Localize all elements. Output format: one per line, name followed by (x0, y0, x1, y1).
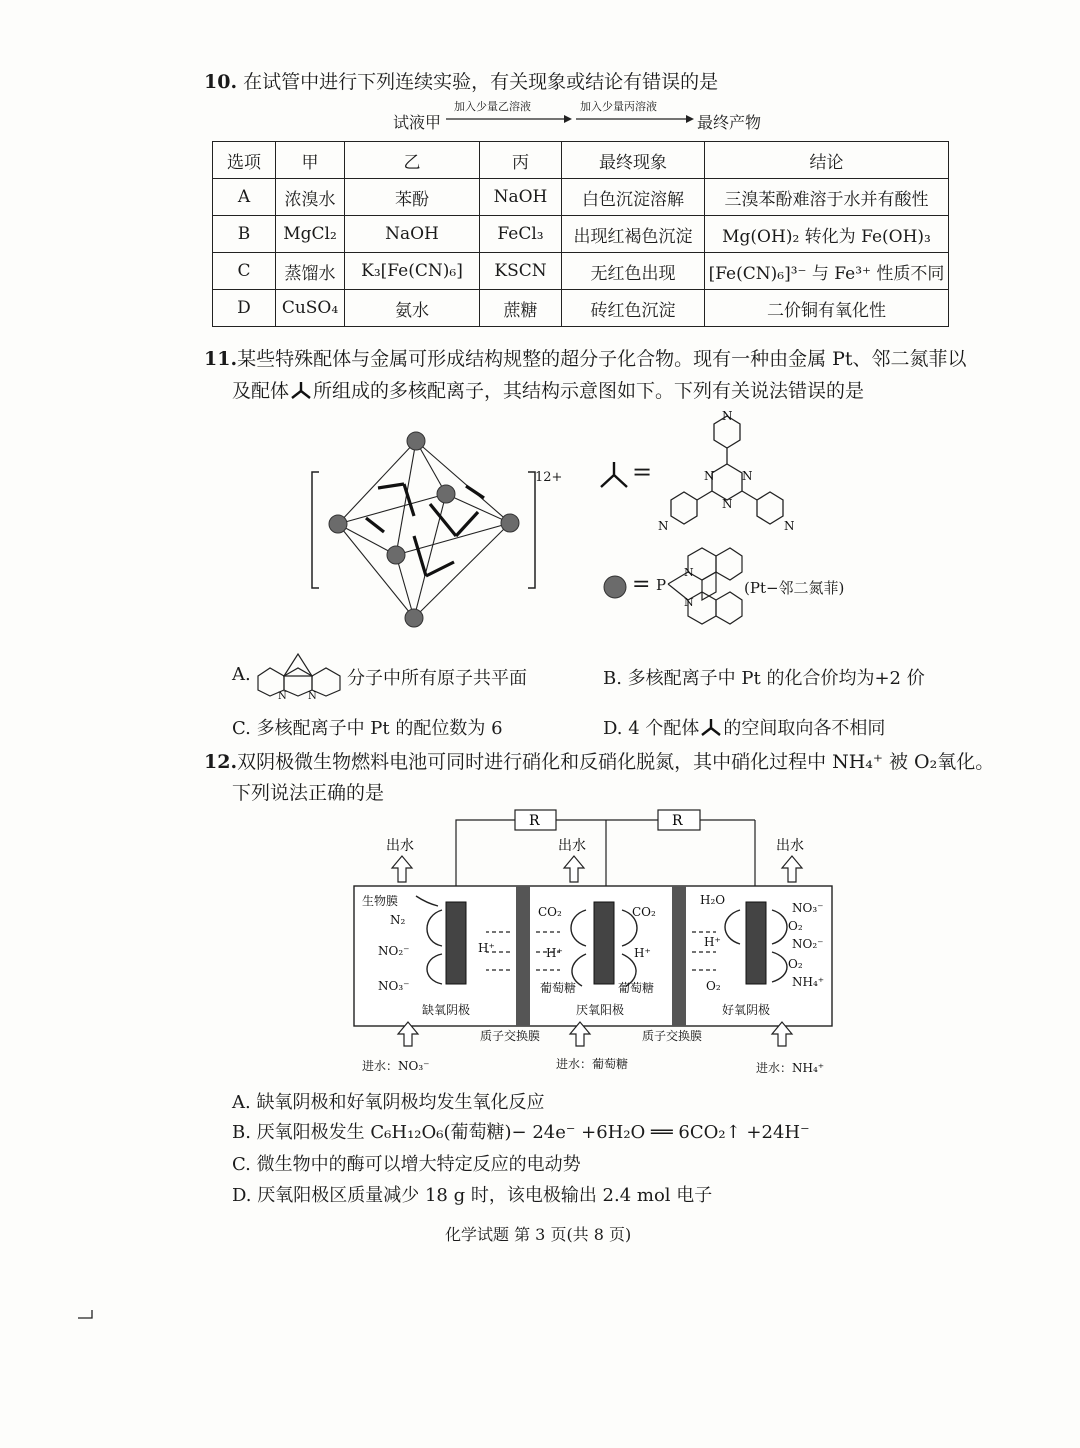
svg-text:N: N (742, 469, 753, 483)
table-cell: 苯酚 (345, 179, 480, 216)
table-cell: 砖红色沉淀 (562, 290, 705, 327)
table-header-row (213, 142, 949, 179)
table-header-cell: 结论 (705, 142, 949, 179)
q11-choice-b: B. 多核配离子中 Pt 的化合价均为+2 价 (603, 668, 925, 689)
svg-text:N: N (784, 519, 795, 533)
inlet-mid-label: 进水：葡萄糖 (556, 1057, 629, 1071)
table-cell: 二价铜有氧化性 (705, 290, 949, 327)
q11-choice-c: C. 多核配离子中 Pt 的配位数为 6 (232, 718, 503, 739)
glucose-right-label: 葡萄糖 (618, 981, 655, 995)
cathode-left-electrode (446, 902, 466, 984)
table-header-cell: 甲 (276, 142, 345, 179)
fuel-cell-diagram (350, 806, 840, 1082)
q12-choice-a: A. 缺氧阴极和好氧阴极均发生氧化反应 (232, 1092, 545, 1113)
table-cell: CuSO₄ (276, 290, 345, 327)
membrane-right-label: 质子交换膜 (642, 1029, 703, 1043)
q12-choice-d: D. 厌氧阳极区质量减少 18 g 时，该电极输出 2.4 mol 电子 (232, 1185, 713, 1206)
tpt-ligand-structure (652, 408, 802, 540)
n2-label: N₂ (390, 913, 406, 927)
tripod-ligand-icon (699, 717, 723, 737)
table-header-cell: 最终现象 (562, 142, 705, 179)
table-cell: 蒸馏水 (276, 253, 345, 290)
q10-flow-start: 试液甲 (393, 113, 442, 132)
h-plus-right-label: H⁺ (704, 935, 721, 949)
phen-molecule-icon (254, 650, 348, 700)
q10-flow-arrow2-label: 加入少量丙溶液 (580, 100, 657, 113)
table-row (213, 253, 949, 290)
table-row (213, 290, 949, 327)
no3-right-label: NO₃⁻ (792, 901, 824, 915)
q10-stem-line (204, 67, 718, 94)
table-row (213, 179, 949, 216)
svg-text:N: N (684, 596, 694, 609)
outlet-right-label: 出水 (776, 838, 804, 854)
q11-stem-line2 (232, 376, 864, 403)
table-cell: D (213, 290, 276, 327)
phenanthroline-structure (664, 538, 744, 634)
proton-membrane-right (672, 886, 686, 1026)
q12-stem-line2: 下列说法正确的是 (232, 782, 385, 804)
tripod-ligand-icon (289, 380, 313, 400)
tripod-legend-icon (596, 458, 632, 492)
co2-right-label: CO₂ (632, 905, 656, 919)
o2-lower-label: O₂ (788, 957, 803, 971)
q12-choice-b: B. 厌氧阳极发生 C₆H₁₂O₆(葡萄糖)− 24e⁻ +6H₂O ══ 6CO₂↑ +24H⁻ (232, 1122, 810, 1143)
svg-text:N: N (722, 409, 733, 423)
corner-crop-mark (76, 1308, 96, 1322)
q11-choice-d (603, 714, 885, 740)
table-cell: 氨水 (345, 290, 480, 327)
q11-choice-a-label: A. (232, 664, 251, 685)
cage-charge: 12+ (535, 470, 563, 485)
q12-stem-line1 (204, 747, 994, 774)
table-cell: B (213, 216, 276, 253)
pt-phen-label: (Pt−邻二氮菲) (744, 579, 845, 597)
table-cell: MgCl₂ (276, 216, 345, 253)
q12-choice-c: C. 微生物中的酶可以增大特定反应的电动势 (232, 1154, 581, 1175)
table-cell: 浓溴水 (276, 179, 345, 216)
pt-node-equals: = (632, 572, 651, 597)
q11-stem-text2b: 所组成的多核配离子，其结构示意图如下。下列有关说法错误的是 (313, 380, 865, 402)
table-cell: K₃[Fe(CN)₆] (345, 253, 480, 290)
octahedral-cage-diagram (306, 426, 572, 638)
q10-flow-arrows (446, 112, 696, 126)
table-header-cell: 选项 (213, 142, 276, 179)
glucose-left-label: 葡萄糖 (540, 981, 577, 995)
q11-choice-a-text: 分子中所有原子共平面 (347, 668, 527, 689)
resistor-right-label: R (672, 813, 683, 829)
q10-flow-end: 最终产物 (697, 113, 762, 132)
q10-stem: 在试管中进行下列连续实验，有关现象或结论有错误的是 (243, 71, 719, 93)
co2-left-label: CO₂ (538, 905, 562, 919)
q11-choice-d-text-a: D. 4 个配体 (603, 718, 700, 739)
outlet-left-label: 出水 (386, 838, 414, 854)
h-plus-mid-right-label: H⁺ (634, 946, 651, 960)
table-header-cell: 丙 (480, 142, 562, 179)
no3-label: NO₃⁻ (378, 979, 410, 993)
cathode-right-electrode (746, 902, 766, 984)
table-cell: Mg(OH)₂ 转化为 Fe(OH)₃ (705, 216, 949, 253)
table-cell: C (213, 253, 276, 290)
q11-number: 11. (204, 348, 238, 370)
table-cell: 蔗糖 (480, 290, 562, 327)
q11-choice-d-text-b: 的空间取向各不相同 (723, 718, 886, 739)
h-plus-mid-left-label: H⁺ (546, 946, 563, 960)
table-header-cell: 乙 (345, 142, 480, 179)
table-cell: FeCl₃ (480, 216, 562, 253)
cathode-left-label: 缺氧阴极 (422, 1003, 471, 1017)
outlet-mid-label: 出水 (558, 838, 586, 854)
table-cell: NaOH (345, 216, 480, 253)
resistor-left-label: R (529, 813, 540, 829)
o2-left-label: O₂ (706, 979, 721, 993)
q10-flow-arrow1-label: 加入少量乙溶液 (454, 100, 531, 113)
q11-stem-text2a: 及配体 (232, 380, 290, 402)
svg-text:N: N (658, 519, 669, 533)
table-cell: 白色沉淀溶解 (562, 179, 705, 216)
svg-text:N: N (308, 691, 317, 700)
nh4-right-label: NH₄⁺ (792, 975, 825, 989)
pt-atom-label: P (656, 576, 667, 594)
anode-electrode (594, 902, 614, 984)
table-cell: [Fe(CN)₆]³⁻ 与 Fe³⁺ 性质不同 (705, 253, 949, 290)
h2o-label: H₂O (700, 893, 726, 907)
svg-text:N: N (684, 566, 694, 579)
table-cell: 三溴苯酚难溶于水并有酸性 (705, 179, 949, 216)
proton-membrane-left (516, 886, 530, 1026)
q11-stem-text1: 某些特殊配体与金属可形成结构规整的超分子化合物。现有一种由金属 Pt、邻二氮菲以 (237, 348, 967, 370)
q12-stem-text1: 双阴极微生物燃料电池可同时进行硝化和反硝化脱氮，其中硝化过程中 NH₄⁺ 被 O₂氧化。 (237, 751, 995, 773)
no2-right-label: NO₂⁻ (792, 937, 824, 951)
tripod-equals: = (632, 458, 653, 486)
q12-number: 12. (204, 751, 238, 773)
page-footer: 化学试题 第 3 页(共 8 页) (445, 1225, 632, 1244)
pt-node-legend-icon (602, 574, 628, 600)
cathode-right-label: 好氧阴极 (722, 1003, 771, 1017)
q11-stem-line1 (204, 344, 967, 371)
anode-label: 厌氧阳极 (576, 1003, 625, 1017)
h-plus-left-label: H⁺ (478, 941, 495, 955)
inlet-right-label: 进水：NH₄⁺ (756, 1061, 825, 1075)
inlet-left-label: 进水：NO₃⁻ (362, 1059, 430, 1073)
table-row (213, 216, 949, 253)
o2-upper-label: O₂ (788, 919, 803, 933)
svg-text:N: N (278, 691, 287, 700)
table-cell: NaOH (480, 179, 562, 216)
table-cell: 无红色出现 (562, 253, 705, 290)
svg-text:N: N (722, 497, 733, 511)
membrane-left-label: 质子交换膜 (480, 1029, 541, 1043)
no2-label: NO₂⁻ (378, 944, 410, 958)
table-cell: 出现红褐色沉淀 (562, 216, 705, 253)
biofilm-label: 生物膜 (362, 894, 399, 908)
table-cell: KSCN (480, 253, 562, 290)
q10-number: 10. (204, 71, 238, 93)
q10-table (212, 141, 949, 327)
svg-text:N: N (704, 469, 715, 483)
table-cell: A (213, 179, 276, 216)
